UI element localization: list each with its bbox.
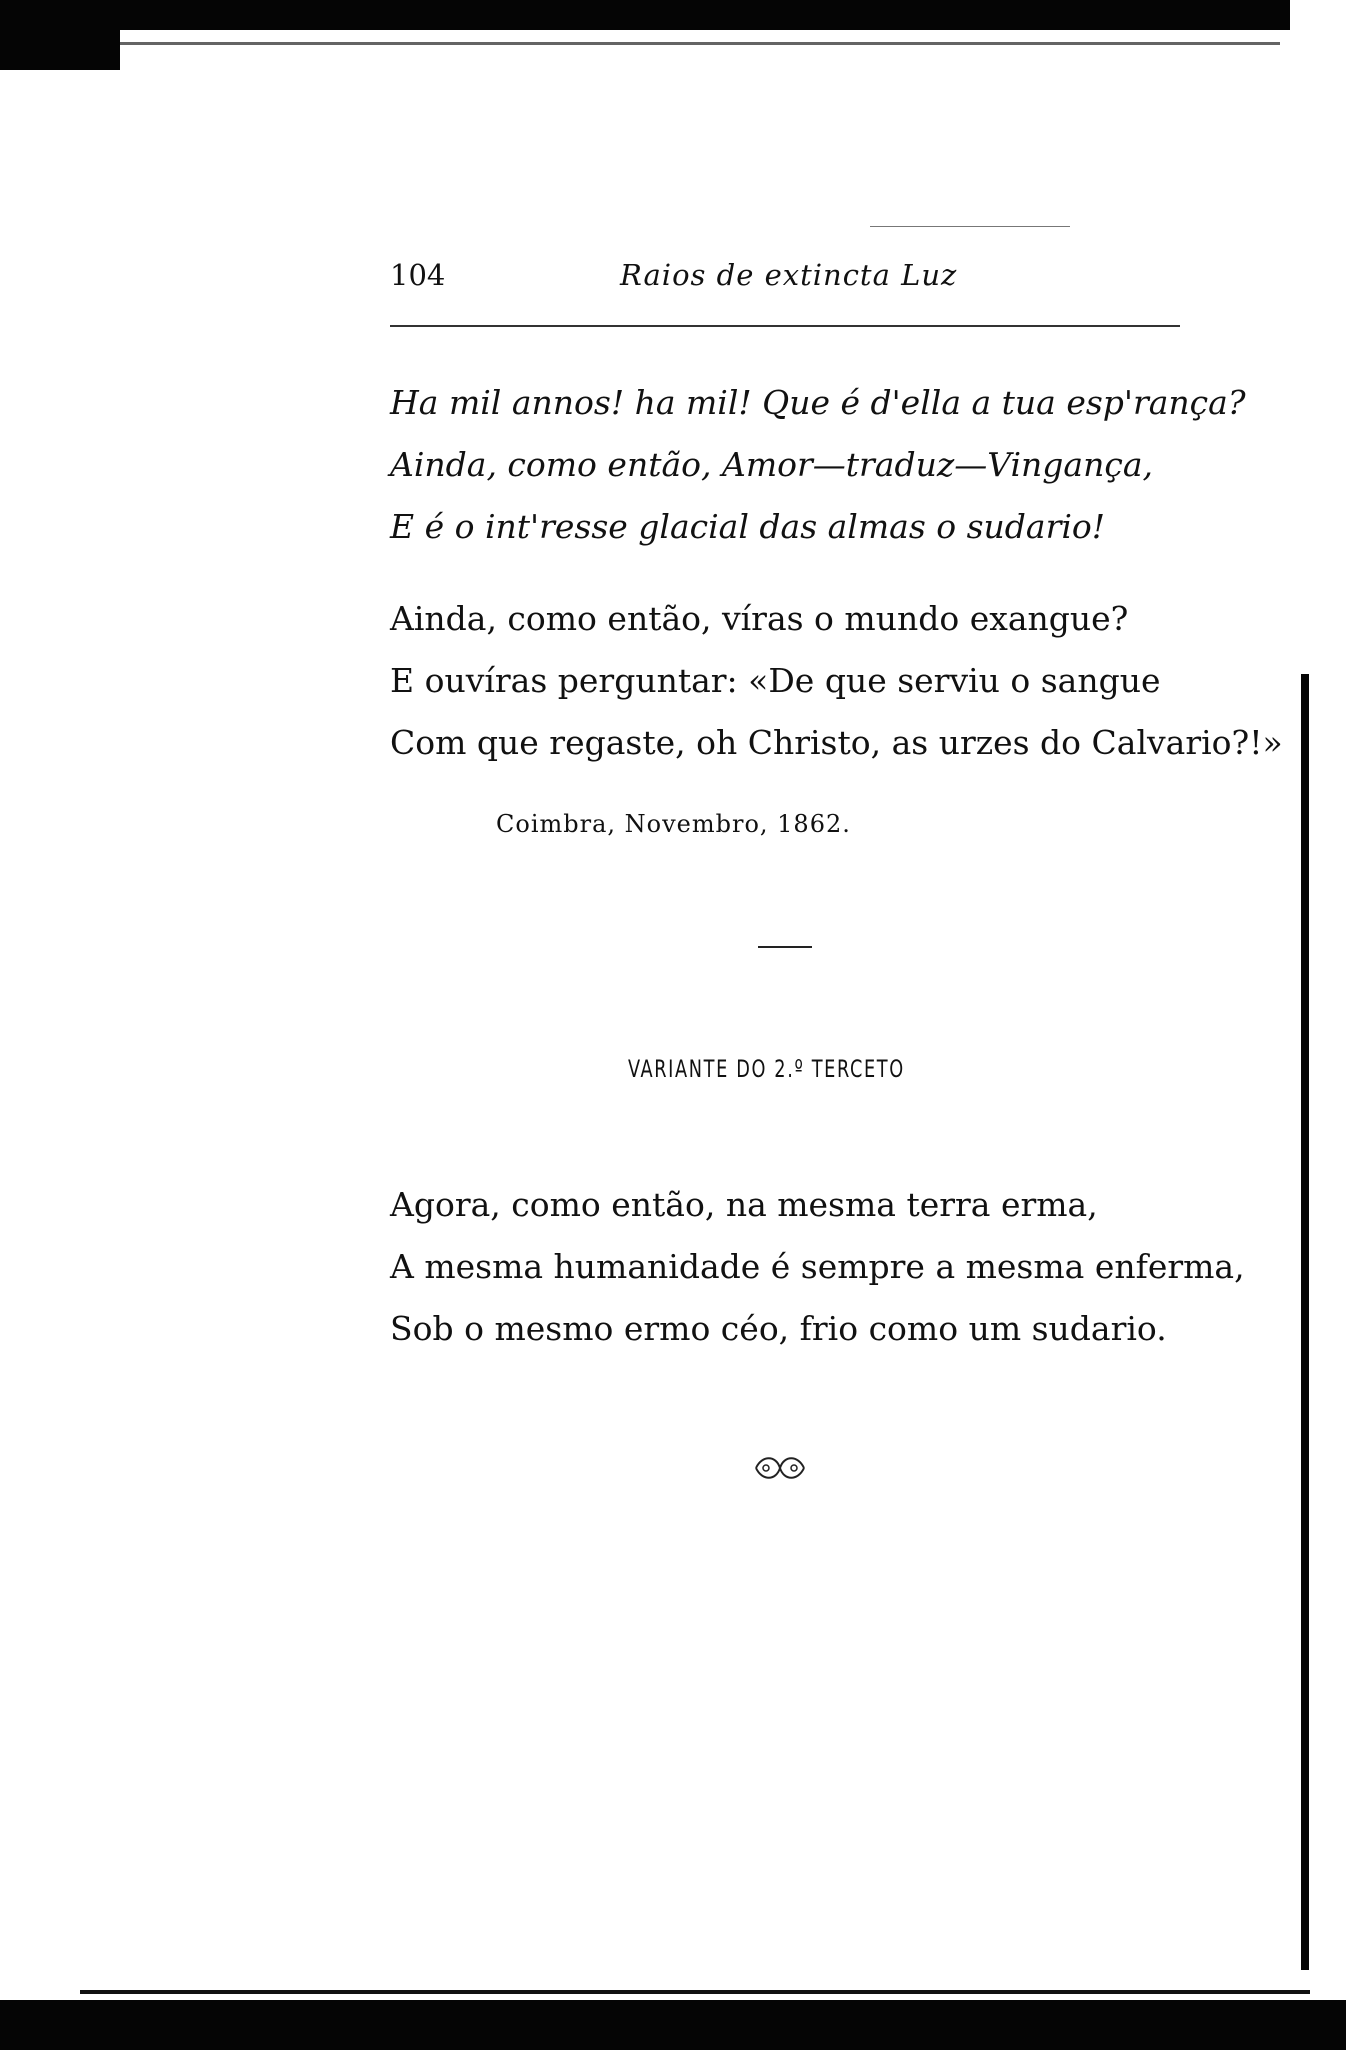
page-number: 104 <box>390 258 446 292</box>
verse-line: Sob o mesmo ermo céo, frio como um sudario. <box>390 1309 1167 1348</box>
verse-line: E é o int'resse glacial das almas o sudario! <box>390 507 1106 546</box>
scan-border-top-corner <box>0 30 120 70</box>
dateline: Coimbra, Novembro, 1862. <box>496 810 851 838</box>
page-header <box>390 258 1180 308</box>
stanza-1 <box>390 372 1246 558</box>
scan-border-right <box>1301 674 1309 1970</box>
running-title: Raios de extincta Luz <box>620 258 958 292</box>
scan-edge-line-bottom <box>80 1990 1310 1994</box>
variant-heading: VARIANTE DO 2.º TERCETO <box>628 1055 905 1083</box>
scan-border-bottom <box>0 2000 1346 2050</box>
stanza-3 <box>390 1174 1245 1360</box>
scan-border-top <box>0 0 1290 30</box>
scan-edge-line <box>120 42 1280 45</box>
section-separator <box>758 946 812 948</box>
verse-line: Ha mil annos! ha mil! Que é d'ella a tua esp'rança? <box>390 383 1246 422</box>
verse-line: Ainda, como então, Amor—traduz—Vingança, <box>390 445 1153 484</box>
verse-line: E ouvíras perguntar: «De que serviu o sangue <box>390 661 1161 700</box>
ornament-icon <box>752 1452 808 1492</box>
stanza-2 <box>390 588 1283 774</box>
verse-line: A mesma humanidade é sempre a mesma enferma, <box>390 1247 1245 1286</box>
header-rule-faint <box>870 226 1070 227</box>
header-rule <box>390 325 1180 327</box>
verse-line: Com que regaste, oh Christo, as urzes do Calvario?!» <box>390 723 1283 762</box>
verse-line: Ainda, como então, víras o mundo exangue? <box>390 599 1129 638</box>
verse-line: Agora, como então, na mesma terra erma, <box>390 1185 1098 1224</box>
